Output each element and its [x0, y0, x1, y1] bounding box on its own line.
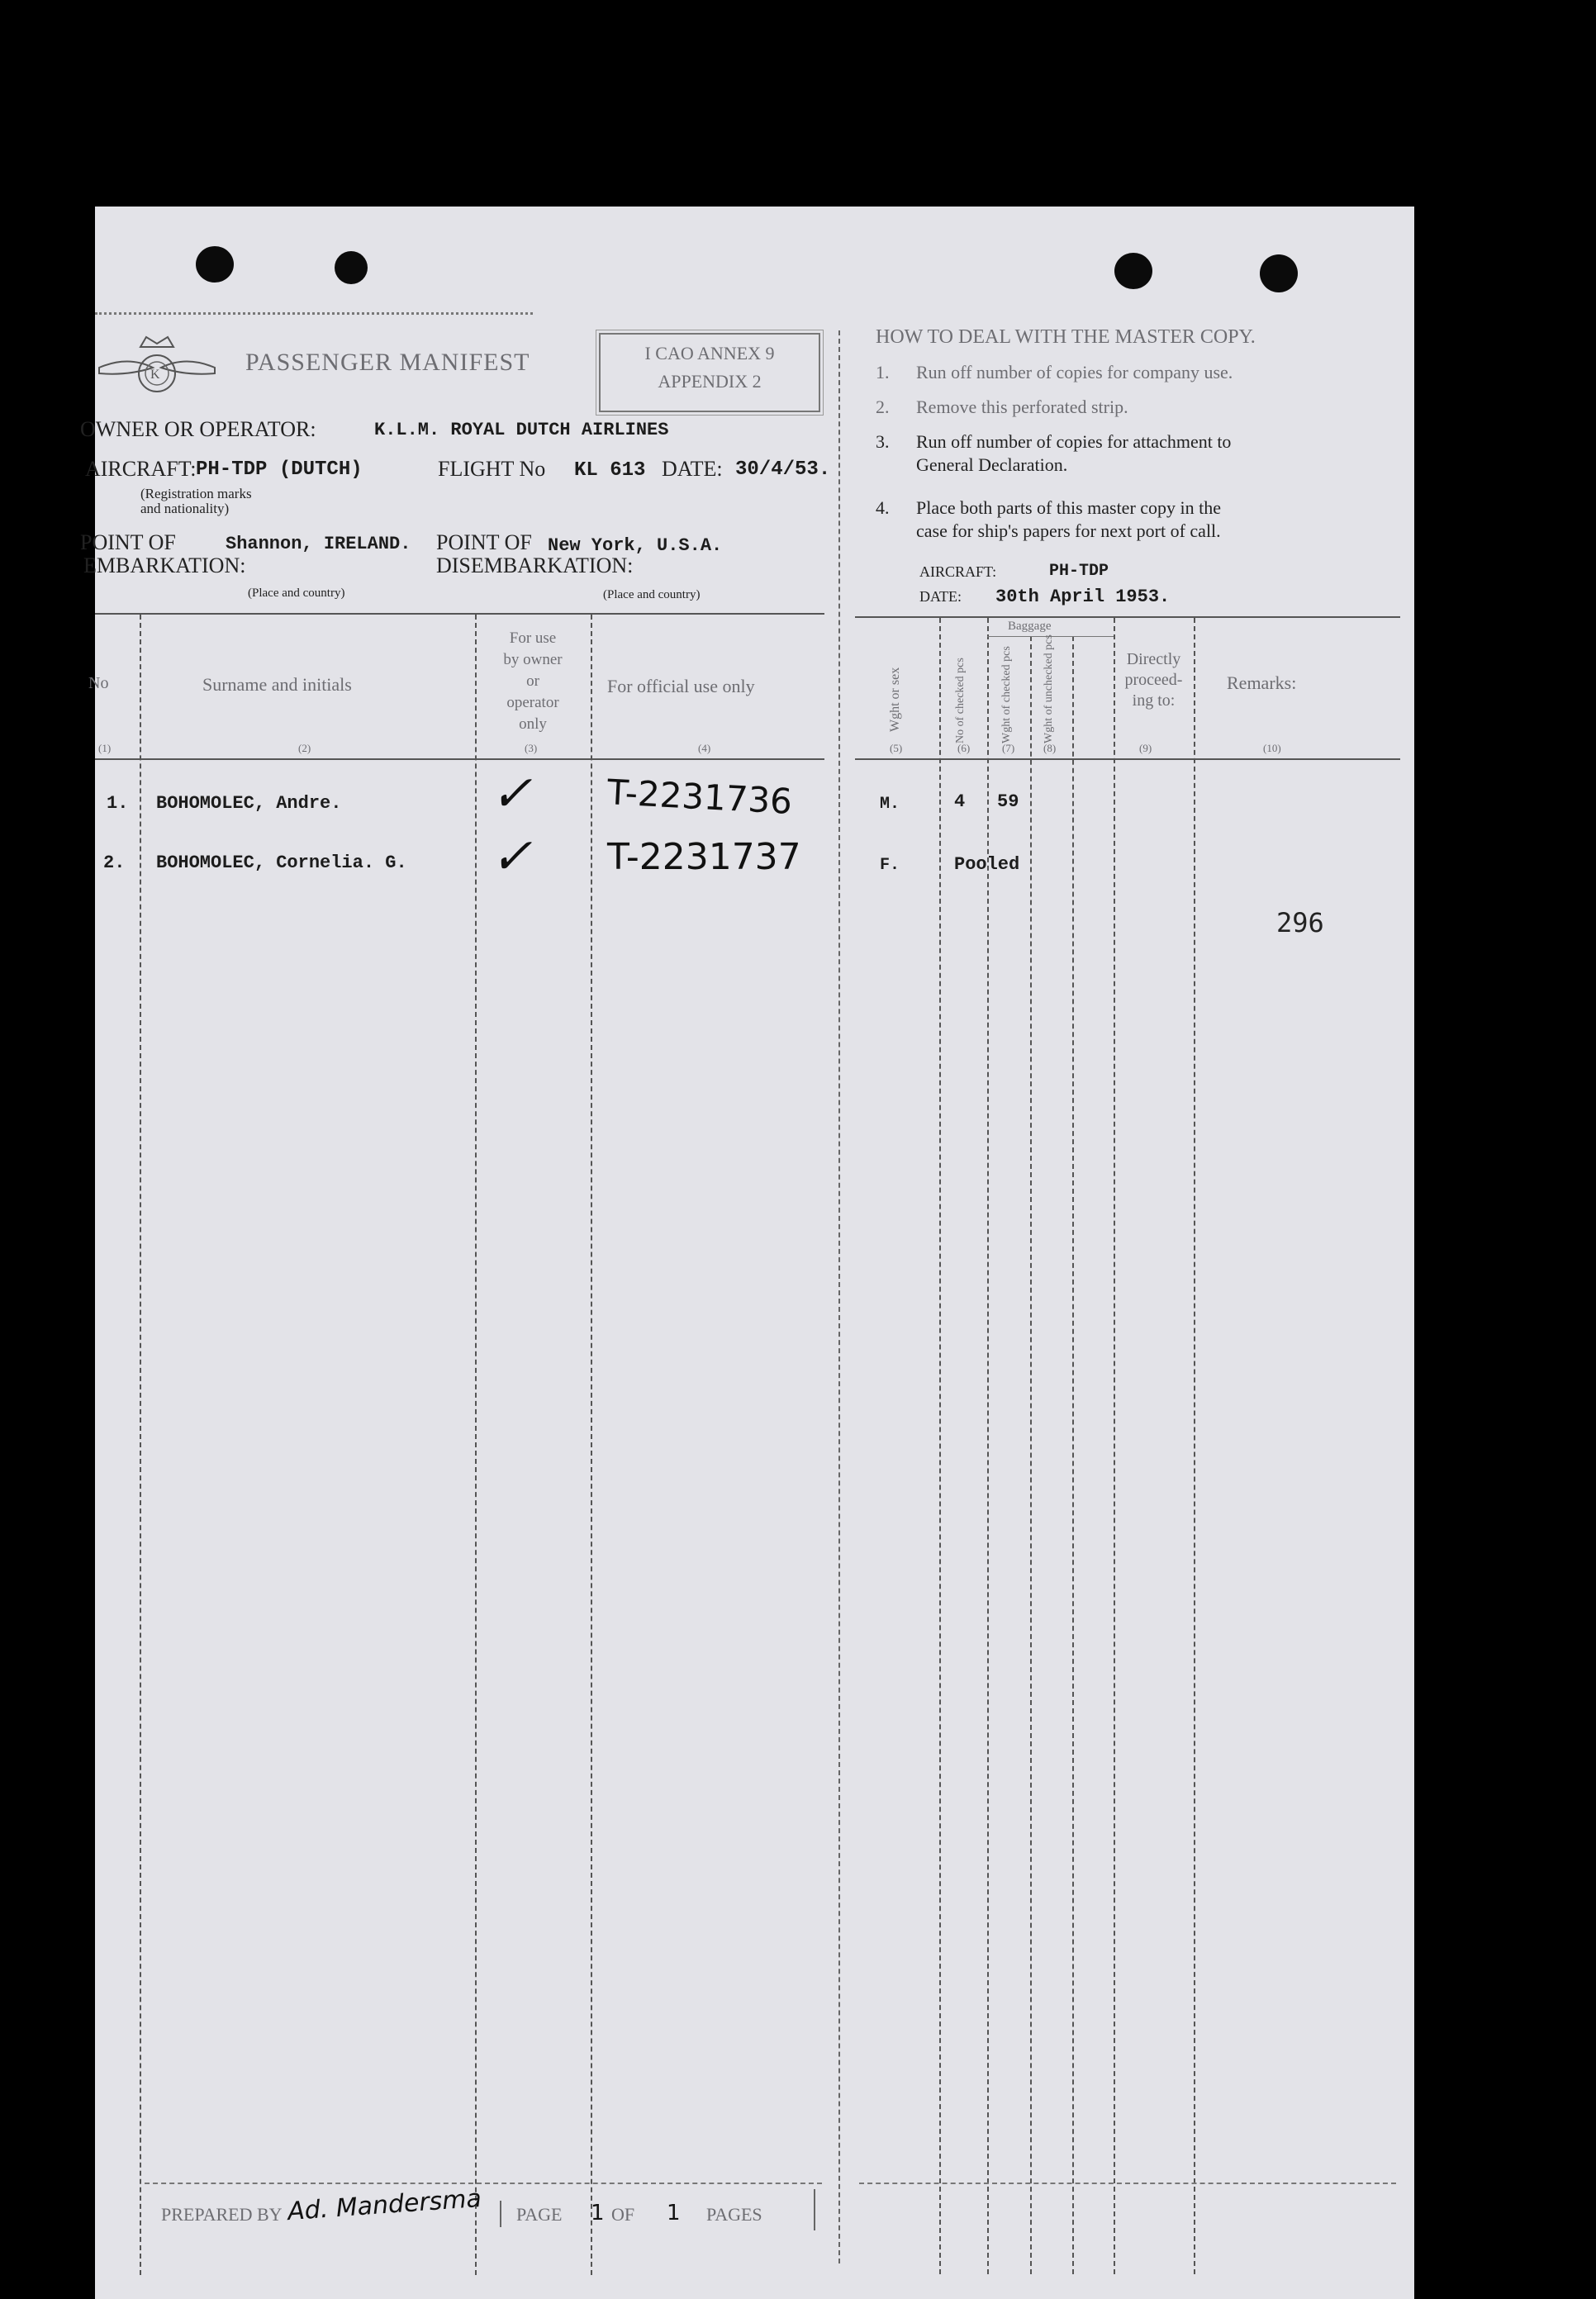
- passenger-no: 1.: [107, 793, 129, 814]
- icao-annex: I CAO ANNEX 9: [644, 343, 775, 363]
- table-top-rule: [95, 613, 824, 615]
- col-number: (2): [298, 742, 311, 754]
- official-ticket-number: T-2231736: [606, 772, 794, 822]
- step-text: case for ship's papers for next port of call.: [916, 520, 1221, 541]
- disembarkation-label: DISEMBARKATION:: [436, 553, 634, 577]
- checkmark-icon: ✓: [487, 828, 544, 886]
- punch-hole: [1114, 253, 1152, 289]
- col-number: (6): [957, 742, 971, 754]
- header-line: or: [526, 672, 539, 690]
- col-header-owner-use: [475, 628, 591, 735]
- col-header-directly: [1114, 649, 1194, 711]
- header-line: ing to:: [1132, 691, 1176, 710]
- step-number: 3.: [876, 431, 890, 452]
- svg-text:K: K: [150, 368, 160, 382]
- col-header-sex: Wght or sex: [888, 667, 902, 732]
- col-header-checked-wt: Wght of checked pcs: [1000, 646, 1013, 743]
- column-line: [1030, 636, 1032, 2274]
- column-line: [1114, 618, 1115, 2274]
- col-header-no: No: [88, 674, 109, 692]
- of-label: OF: [611, 2204, 635, 2225]
- col-number: (9): [1139, 742, 1152, 754]
- column-line: [591, 615, 592, 2275]
- of-value: 1: [667, 2201, 681, 2225]
- checked-pieces: 4: [954, 791, 966, 812]
- flight-value: KL 613: [574, 459, 646, 482]
- footer-divider: [814, 2189, 815, 2230]
- header-line: by owner: [503, 651, 563, 668]
- col-header-official: For official use only: [607, 676, 755, 696]
- header-line: Directly: [1126, 650, 1181, 668]
- instr-date-value: 30th April 1953.: [995, 587, 1171, 607]
- column-line: [1072, 636, 1074, 2274]
- punch-hole: [335, 251, 368, 284]
- passenger-sex: M.: [880, 795, 900, 814]
- passenger-no: 2.: [103, 853, 126, 873]
- instr-aircraft-label: AIRCRAFT:: [919, 563, 997, 580]
- column-line: [475, 615, 477, 2275]
- header-line: For use: [509, 629, 557, 647]
- col-header-surname: Surname and initials: [202, 674, 352, 695]
- step-number: 1.: [876, 362, 890, 382]
- page-number-stamp: 296: [1276, 907, 1324, 938]
- passenger-name: BOHOMOLEC, Andre.: [156, 793, 342, 814]
- footer-rule: [145, 2183, 822, 2184]
- checked-weight: 59: [997, 791, 1019, 812]
- table-header-rule: [855, 758, 1400, 760]
- pages-label: PAGES: [706, 2204, 762, 2225]
- step-text: Remove this perforated strip.: [916, 397, 1128, 417]
- col-number: (10): [1263, 742, 1281, 754]
- perforation-line: [95, 312, 533, 315]
- page-value: 1: [591, 2201, 605, 2225]
- col-header-remarks: Remarks:: [1227, 672, 1297, 693]
- embarkation-label: EMBARKATION:: [83, 553, 246, 577]
- col-header-unchecked: Wght of unchecked pcs: [1043, 634, 1055, 743]
- klm-crown-logo: [95, 330, 219, 405]
- disembarkation-label: POINT OF: [436, 530, 532, 554]
- punch-hole: [196, 246, 234, 283]
- column-line: [1194, 618, 1195, 2274]
- date-value: 30/4/53.: [735, 458, 831, 481]
- step-number: 2.: [876, 397, 890, 417]
- embarkation-label: POINT OF: [80, 530, 176, 554]
- icao-box: [599, 333, 820, 412]
- header-line: proceed-: [1124, 671, 1183, 689]
- col-number: (5): [890, 742, 903, 754]
- disembarkation-note: (Place and country): [603, 588, 701, 601]
- punch-hole: [1260, 254, 1298, 292]
- manifest-sheet: [80, 207, 1414, 2299]
- step-text: Run off number of copies for company use.: [916, 362, 1233, 382]
- col-number: (4): [698, 742, 711, 754]
- page-label: PAGE: [516, 2204, 563, 2225]
- step-number: 4.: [876, 497, 890, 518]
- aircraft-note: (Registration marks: [140, 486, 252, 501]
- column-line: [939, 618, 941, 2274]
- col-number: (7): [1002, 742, 1015, 754]
- instructions-heading: HOW TO DEAL WITH THE MASTER COPY.: [876, 326, 1256, 348]
- col-number: (8): [1043, 742, 1057, 754]
- passenger-sex: F.: [880, 856, 900, 875]
- step-text: General Declaration.: [916, 454, 1068, 475]
- header-line: operator: [506, 694, 559, 711]
- aircraft-label: AIRCRAFT:: [85, 457, 197, 481]
- instr-date-label: DATE:: [919, 588, 962, 605]
- aircraft-note: and nationality): [140, 501, 230, 516]
- step-text: Run off number of copies for attachment to: [916, 431, 1232, 452]
- passenger-name: BOHOMOLEC, Cornelia. G.: [156, 853, 407, 873]
- table-top-rule: [855, 616, 1400, 618]
- date-label: DATE:: [662, 457, 723, 481]
- embarkation-note: (Place and country): [248, 587, 345, 600]
- prepared-by-label: PREPARED BY: [161, 2204, 283, 2225]
- instr-aircraft-value: PH-TDP: [1049, 562, 1109, 581]
- col-header-baggage: Baggage: [1008, 620, 1052, 633]
- col-number: (1): [98, 742, 112, 754]
- footer-rule: [859, 2183, 1396, 2184]
- col-number: (3): [525, 742, 538, 754]
- flight-label: FLIGHT No: [438, 457, 546, 481]
- owner-value: K.L.M. ROYAL DUTCH AIRLINES: [374, 420, 669, 440]
- aircraft-value: PH-TDP (DUTCH): [196, 458, 363, 481]
- checkmark-icon: ✓: [487, 765, 544, 823]
- signature: Ad. Mandersma: [287, 2183, 482, 2227]
- header-line: only: [519, 715, 547, 733]
- official-ticket-number: T-2231737: [607, 836, 801, 878]
- owner-label: OWNER OR OPERATOR:: [80, 417, 316, 441]
- footer-divider: [500, 2201, 501, 2227]
- disembarkation-value: New York, U.S.A.: [548, 535, 723, 556]
- embarkation-value: Shannon, IRELAND.: [226, 534, 411, 554]
- col-header-checked-pcs: No of checked pcs: [954, 658, 967, 743]
- step-text: Place both parts of this master copy in the: [916, 497, 1222, 518]
- perforation-divider: [838, 330, 840, 2263]
- icao-appendix: APPENDIX 2: [658, 371, 762, 392]
- column-line: [140, 615, 141, 2275]
- table-header-rule: [95, 758, 824, 760]
- baggage-pooled: Pooled: [954, 854, 1020, 875]
- page-title: PASSENGER MANIFEST: [245, 349, 530, 376]
